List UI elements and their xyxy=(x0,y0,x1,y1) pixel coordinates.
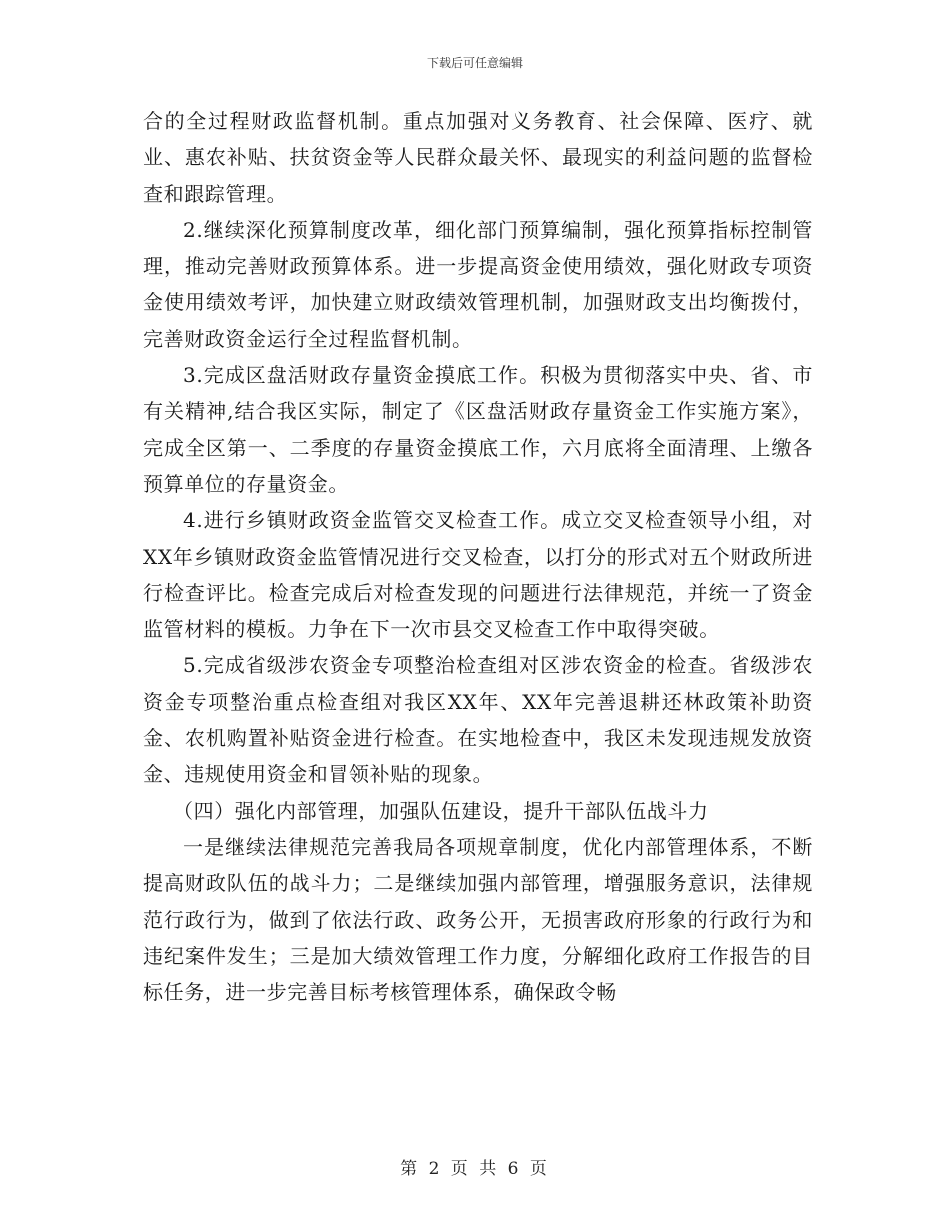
paragraph-internal-management: 一是继续法律规范完善我局各项规章制度，优化内部管理体系，不断提高财政队伍的战斗力；二是继续加强内部管理，增强服务意识，法律规范行政行为，做到了依法行政、政务公开，无损害政府形象的行政行为和违纪案件发生；三是加大绩效管理工作力度，分解细化政府工作报告的目标任务，进一步完善目标考核管理体系，确保政令畅 xyxy=(143,834,813,1005)
paragraph-continuation: 合的全过程财政监督机制。重点加强对义务教育、社会保障、医疗、就业、惠农补贴、扶贫资金等人民群众最关怀、最现实的利益问题的监督检查和跟踪管理。 xyxy=(143,109,813,206)
page-header: 下载后可任意编辑 xyxy=(426,56,523,70)
paragraph-item-4: 4.进行乡镇财政资金监管交叉检查工作。成立交叉检查领导小组，对XX年乡镇财政资金监管情况进行交叉检查，以打分的形式对五个财政所进行检查评比。检查完成后对检查发现的问题进行法律规范，并统一了资金监管材料的模板。力争在下一次市县交叉检查工作中取得突破。 xyxy=(143,508,813,642)
paragraph-item-5: 5.完成省级涉农资金专项整治检查组对区涉农资金的检查。省级涉农资金专项整治重点检查组对我区XX年、XX年完善退耕还林政策补助资金、农机购置补贴资金进行检查。在实地检查中，我区未发现违规发放资金、违规使用资金和冒领补贴的现象。 xyxy=(143,653,813,787)
page-footer: 第 2 页 共 6 页 xyxy=(400,1159,550,1179)
paragraph-item-3: 3.完成区盘活财政存量资金摸底工作。积极为贯彻落实中央、省、市有关精神,结合我区实际，制定了《区盘活财政存量资金工作实施方案》，完成全区第一、二季度的存量资金摸底工作，六月底将全面清理、上缴各预算单位的存量资金。 xyxy=(143,363,813,496)
paragraph-item-2: 2.继续深化预算制度改革，细化部门预算编制，强化预算指标控制管理，推动完善财政预算体系。进一步提高资金使用绩效，强化财政专项资金使用绩效考评，加快建立财政绩效管理机制，加强财政支出均衡拨付，完善财政资金运行全过程监督机制。 xyxy=(143,217,813,351)
section-heading-4: （四）强化内部管理，加强队伍建设，提升干部队伍战斗力 xyxy=(173,798,709,823)
document-body xyxy=(143,103,813,1010)
